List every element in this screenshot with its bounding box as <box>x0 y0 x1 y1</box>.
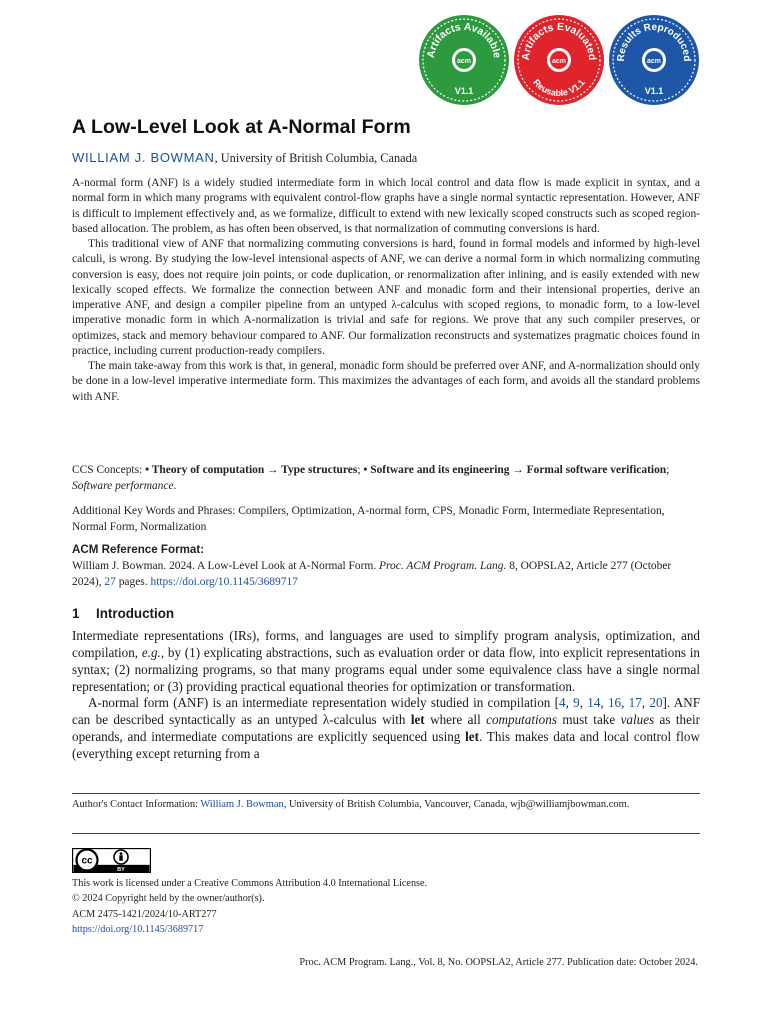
ccs-concept: • Software and its engineering → Formal software verification <box>363 464 667 476</box>
section-title: Introduction <box>96 606 175 621</box>
introduction-body <box>72 628 700 763</box>
page-footer: Proc. ACM Program. Lang., Vol. 8, No. OOPSLA2, Article 277. Publication date: October 2024. <box>299 957 698 968</box>
author-line <box>72 150 702 166</box>
section-heading <box>72 606 700 621</box>
ccs-label: CCS Concepts: <box>72 464 146 476</box>
artifacts-evaluated-badge[interactable] <box>513 14 605 106</box>
author-name-link[interactable]: WILLIAM J. BOWMAN <box>72 150 215 165</box>
section-number: 1 <box>72 606 80 621</box>
doi-link[interactable]: https://doi.org/10.1145/3689717 <box>150 576 298 588</box>
acm-logo-icon: acm <box>551 58 567 65</box>
badge-top-text: Results Reproduced <box>615 21 693 62</box>
license-block <box>72 876 700 937</box>
artifacts-available-badge[interactable] <box>418 14 510 106</box>
cc-by-license-icon[interactable] <box>72 848 151 873</box>
results-reproduced-badge[interactable] <box>608 14 700 106</box>
footnote-rule <box>72 793 700 794</box>
ccs-concepts: CCS Concepts: • Theory of computation → Type structures; • Software and its engineering → Formal software verification; Software performance. <box>72 464 670 492</box>
by-icon-label: BY <box>117 867 125 873</box>
citation-link[interactable]: 4 <box>558 695 566 711</box>
paper-title: A Low-Level Look at A-Normal Form <box>72 116 411 138</box>
license-rule <box>72 833 700 834</box>
author-affiliation: , University of British Columbia, Canada <box>214 151 418 165</box>
copyright-text: © 2024 Copyright held by the owner/author(s). <box>72 893 265 905</box>
intro-paragraph: Intermediate representations (IRs), forms, and languages are used to simplify program analysis, optimization, and compilation, e.g., by (1) explicating abstractions, such as evaluation order or data flow, into explicit representations in syntax; (2) normalizing programs, so that many programs equal under some equivalence class have a single normal representation; or (3) providing practical equational theories for optimization or transformation. <box>72 628 700 694</box>
badge-top-text: Artifacts Available <box>424 20 504 59</box>
badge-top-text: Artifacts Evaluated <box>519 20 599 61</box>
citation-link[interactable]: 9 <box>573 695 580 711</box>
acm-id: ACM 2475-1421/2024/10-ART277 <box>72 908 217 920</box>
contact-info: Author's Contact Information: William J. Bowman, University of British Columbia, Vancouver, Canada, wjb@williamjbowman.com. <box>72 799 630 810</box>
citation-link[interactable]: 14 <box>587 695 601 711</box>
ccs-concept: • Theory of computation → Type structures <box>145 464 358 476</box>
abstract-paragraph: A-normal form (ANF) is a widely studied intermediate form in which local control and data flow is made explicit in syntax, and a normal form in which many programs with equivalent control-flow graphs have a single normal syntactic representation. However, ANF is difficult to implement effectively and, as we formalize, difficult to extend with new lexically scoped constructs such as scoped region-based allocation. The problem, as has often been observed, is that normalization of commuting conversions is hard. <box>72 177 700 235</box>
citation-link[interactable]: 17 <box>628 695 642 711</box>
license-text: This work is licensed under a Creative Commons Attribution 4.0 International License. <box>72 878 428 889</box>
abstract <box>72 176 700 405</box>
badge-bottom-text: Reusable V1.1 <box>531 77 587 99</box>
intro-paragraph: A-normal form (ANF) is an intermediate representation widely studied in compilation [4, 9, 14, 16, 17, 20]. ANF can be described syntactically as an untyped λ-calculus with let where all computations must take values as their operands, and intermediate computations are explicitly sequenced using let. This makes data and local control flow (everything except returning from a <box>72 695 701 761</box>
journal-name: Proc. ACM Program. Lang. <box>379 560 507 572</box>
acm-badges <box>418 14 700 106</box>
abstract-paragraph: The main take-away from this work is that, in general, monadic form should be preferred over ANF, and A-normalization should only be done in a low-level imperative intermediate form. This maximizes the advantages of each form, and avoids all the standard problems with ANF. <box>72 360 700 403</box>
license-doi-link[interactable]: https://doi.org/10.1145/3689717 <box>72 923 204 935</box>
citation-link[interactable]: 20 <box>649 695 663 711</box>
badge-bottom-text: V1.1 <box>644 86 664 96</box>
acm-logo-icon: acm <box>456 58 472 65</box>
citation-link[interactable]: 16 <box>607 695 622 711</box>
cc-icon: cc <box>81 855 93 867</box>
acm-logo-icon: acm <box>646 58 662 65</box>
badge-bottom-text: V1.1 <box>454 86 474 96</box>
abstract-paragraph: This traditional view of ANF that normalizing commuting conversions is hard, found in formal models and informed by high-level calculi, is wrong. By studying the low-level intensional aspects of ANF, we can derive a normal form in which normalizing commuting conversion is easy, does not require join points, or code duplication, or renormalization after inlining, and is easily extended with new lexically scoped effects. We formalize the connection between ANF and monadic form and their intensional properties, derive an imperative ANF, and design a compiler pipeline from an untyped λ-calculus with scoped regions, to monadic form, to a low-level imperative monadic form in which A-normalization is trivial and safe for regions. We prove that any such compiler preserves, or optimizes, stack and memory behaviour compared to ANF. Our formalization reconstructs and systematizes pragmatic choices found in practice, including current production-ready compilers. <box>72 238 700 357</box>
author-contact-link[interactable]: William J. Bowman <box>200 799 284 810</box>
person-icon <box>119 855 122 861</box>
acm-reference-heading: ACM Reference Format: <box>72 543 205 556</box>
page-count-link[interactable]: 27 <box>104 576 116 588</box>
acm-reference: ACM Reference Format: William J. Bowman. 2024. A Low-Level Look at A-Normal Form. Proc. ACM Program. Lang. 8, OOPSLA2, Article 277 (October 2024), 27 pages. https://doi.org/10.1145/3689717 <box>72 542 700 590</box>
ccs-concept: Software performance <box>72 480 174 492</box>
keywords: Additional Key Words and Phrases: Compilers, Optimization, A-normal form, CPS, Monadic Form, Intermediate Representation, Normal Form, Normalization <box>72 505 665 533</box>
